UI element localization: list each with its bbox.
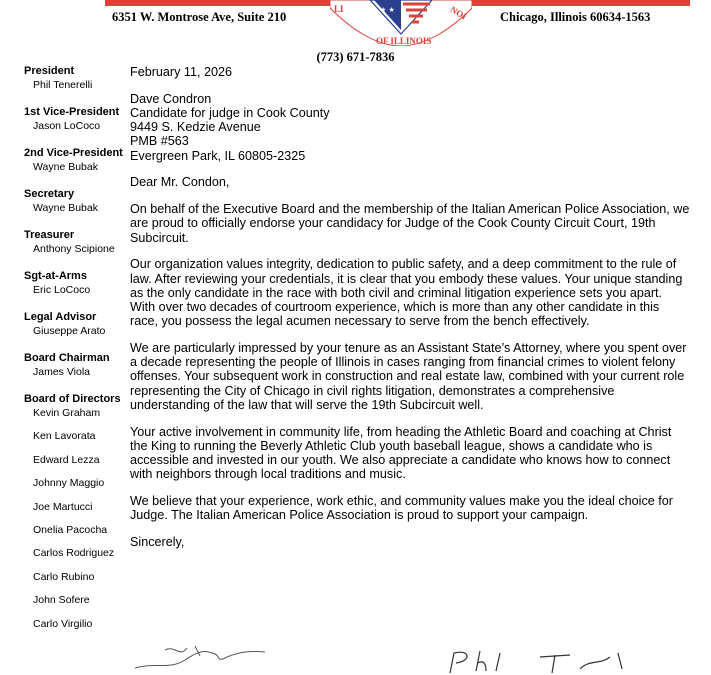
board-member: Johnny Maggio: [33, 477, 105, 490]
board-member: Kevin Graham: [33, 407, 101, 419]
officer-treasurer: [24, 228, 124, 256]
letter-body: [130, 65, 690, 562]
board-title: Board of Directors: [24, 393, 121, 405]
officer-president: [24, 64, 124, 92]
header-city: Chicago, Illinois 60634-1563: [500, 10, 651, 24]
officer-1st-vice-president: [24, 105, 124, 133]
officer-name: Jason LoCoco: [33, 120, 101, 132]
header-phone: (773) 671-7836: [316, 50, 395, 64]
association-logo: [330, 0, 472, 46]
recipient-line: Evergreen Park, IL 60805-2325: [130, 148, 306, 163]
header-bar-right: [471, 0, 690, 6]
letter-date: February 11, 2026: [130, 65, 232, 79]
officer-name: Wayne Bubak: [33, 161, 98, 173]
salutation: Dear Mr. Condon,: [130, 175, 230, 190]
officer-name: Wayne Bubak: [33, 202, 98, 214]
board-member: Carlos Rodriguez: [33, 547, 115, 560]
paragraph-community: Your active involvement in community life, from heading the Athletic Board and coaching at Christ the King to running the Beverly Athletic Club youth baseball league, shows a candidate who is accessible and invested in our youth. We also appreciate a candidate who knows how to connect with neighbors through local traditions and music.: [130, 424, 672, 482]
logo-text-right: NOI: [448, 4, 469, 22]
officer-board-chairman: [24, 351, 124, 379]
signature-left: [125, 640, 285, 675]
logo-text-left: LI: [334, 4, 344, 14]
officer-title: Board Chairman: [24, 352, 110, 364]
officer-name: Phil Tenerelli: [33, 79, 93, 91]
board-member: Joe Martucci: [33, 500, 93, 513]
recipient-line: 9449 S. Kedzie Avenue: [130, 120, 261, 135]
officer-2nd-vice-president: [24, 146, 124, 174]
officer-legal-advisor: [24, 310, 124, 338]
board-member: Ken Lavorata: [33, 430, 96, 443]
header-bar-left: [105, 0, 330, 6]
paragraph-values: Our organization values integrity, dedication to public safety, and a deep commitment to the rule of law. After reviewing your credentials, it is clear that you embody these values. Your unique standing as the only candidate in the race with both civil and criminal litigation experience sets you apart. With over two decades of courtroom experience, which is more than any other candidate in this race, you possess the legal acumen necessary to serve from the bench effectively.: [130, 257, 683, 329]
paragraph-experience: We are particularly impressed by your tenure as an Assistant State’s Attorney, where you spent over a decade representing the people of Illinois in cases ranging from financial crimes to violent felony offenses. Your subsequent work in construction and real estate law, combined with your current role representing the City of Chicago in civil rights litigation, demonstrates a comprehensive understanding of the law that will serve the 19th Subcircuit well.: [130, 341, 687, 412]
recipient-line: Candidate for judge in Cook County: [130, 106, 330, 120]
officer-title: 2nd Vice-President: [24, 147, 123, 159]
officer-sgt-at-arms: [24, 269, 124, 297]
officer-title: Sgt-at-Arms: [24, 270, 87, 282]
officers-sidebar: [24, 64, 124, 640]
officer-name: James Viola: [33, 366, 91, 378]
paragraph-support: We believe that your experience, work ethic, and community values make you the ideal choice for Judge. The Italian American Police Association is proud to support your campaign.: [130, 494, 673, 523]
logo-text-bottom: OF ILLINOIS: [376, 36, 432, 46]
officer-title: President: [24, 65, 75, 77]
closing: Sincerely,: [130, 535, 185, 550]
board-member: Edward Lezza: [33, 453, 100, 466]
recipient-line: Dave Condron: [130, 91, 212, 106]
officer-title: 1st Vice-President: [24, 106, 120, 118]
officer-title: Secretary: [24, 188, 75, 200]
star-glyphs: ★ ★: [380, 6, 395, 14]
officer-name: Anthony Scipione: [33, 243, 115, 255]
recipient-line: PMB #563: [130, 134, 189, 149]
signature-right: [440, 645, 640, 675]
recipient-address: [130, 92, 690, 163]
board-member: Carlo Virgilio: [33, 617, 93, 630]
officer-title: Treasurer: [24, 229, 75, 241]
officer-secretary: [24, 187, 124, 215]
officer-name: Eric LoCoco: [33, 284, 91, 296]
board-member: Onelia Pacocha: [33, 523, 108, 536]
board-of-directors: [24, 392, 124, 631]
board-member: Carlo Rubino: [33, 570, 95, 583]
paragraph-endorsement: On behalf of the Executive Board and the membership of the Italian American Police Association, we are proud to officially endorse your candidacy for Judge of the Cook County Circuit Court, 19th Subcircuit.: [130, 202, 690, 245]
officer-name: Giuseppe Arato: [33, 325, 106, 337]
header-address: 6351 W. Montrose Ave, Suite 210: [112, 10, 287, 24]
board-member: John Sofere: [33, 594, 90, 607]
officer-title: Legal Advisor: [24, 311, 97, 323]
